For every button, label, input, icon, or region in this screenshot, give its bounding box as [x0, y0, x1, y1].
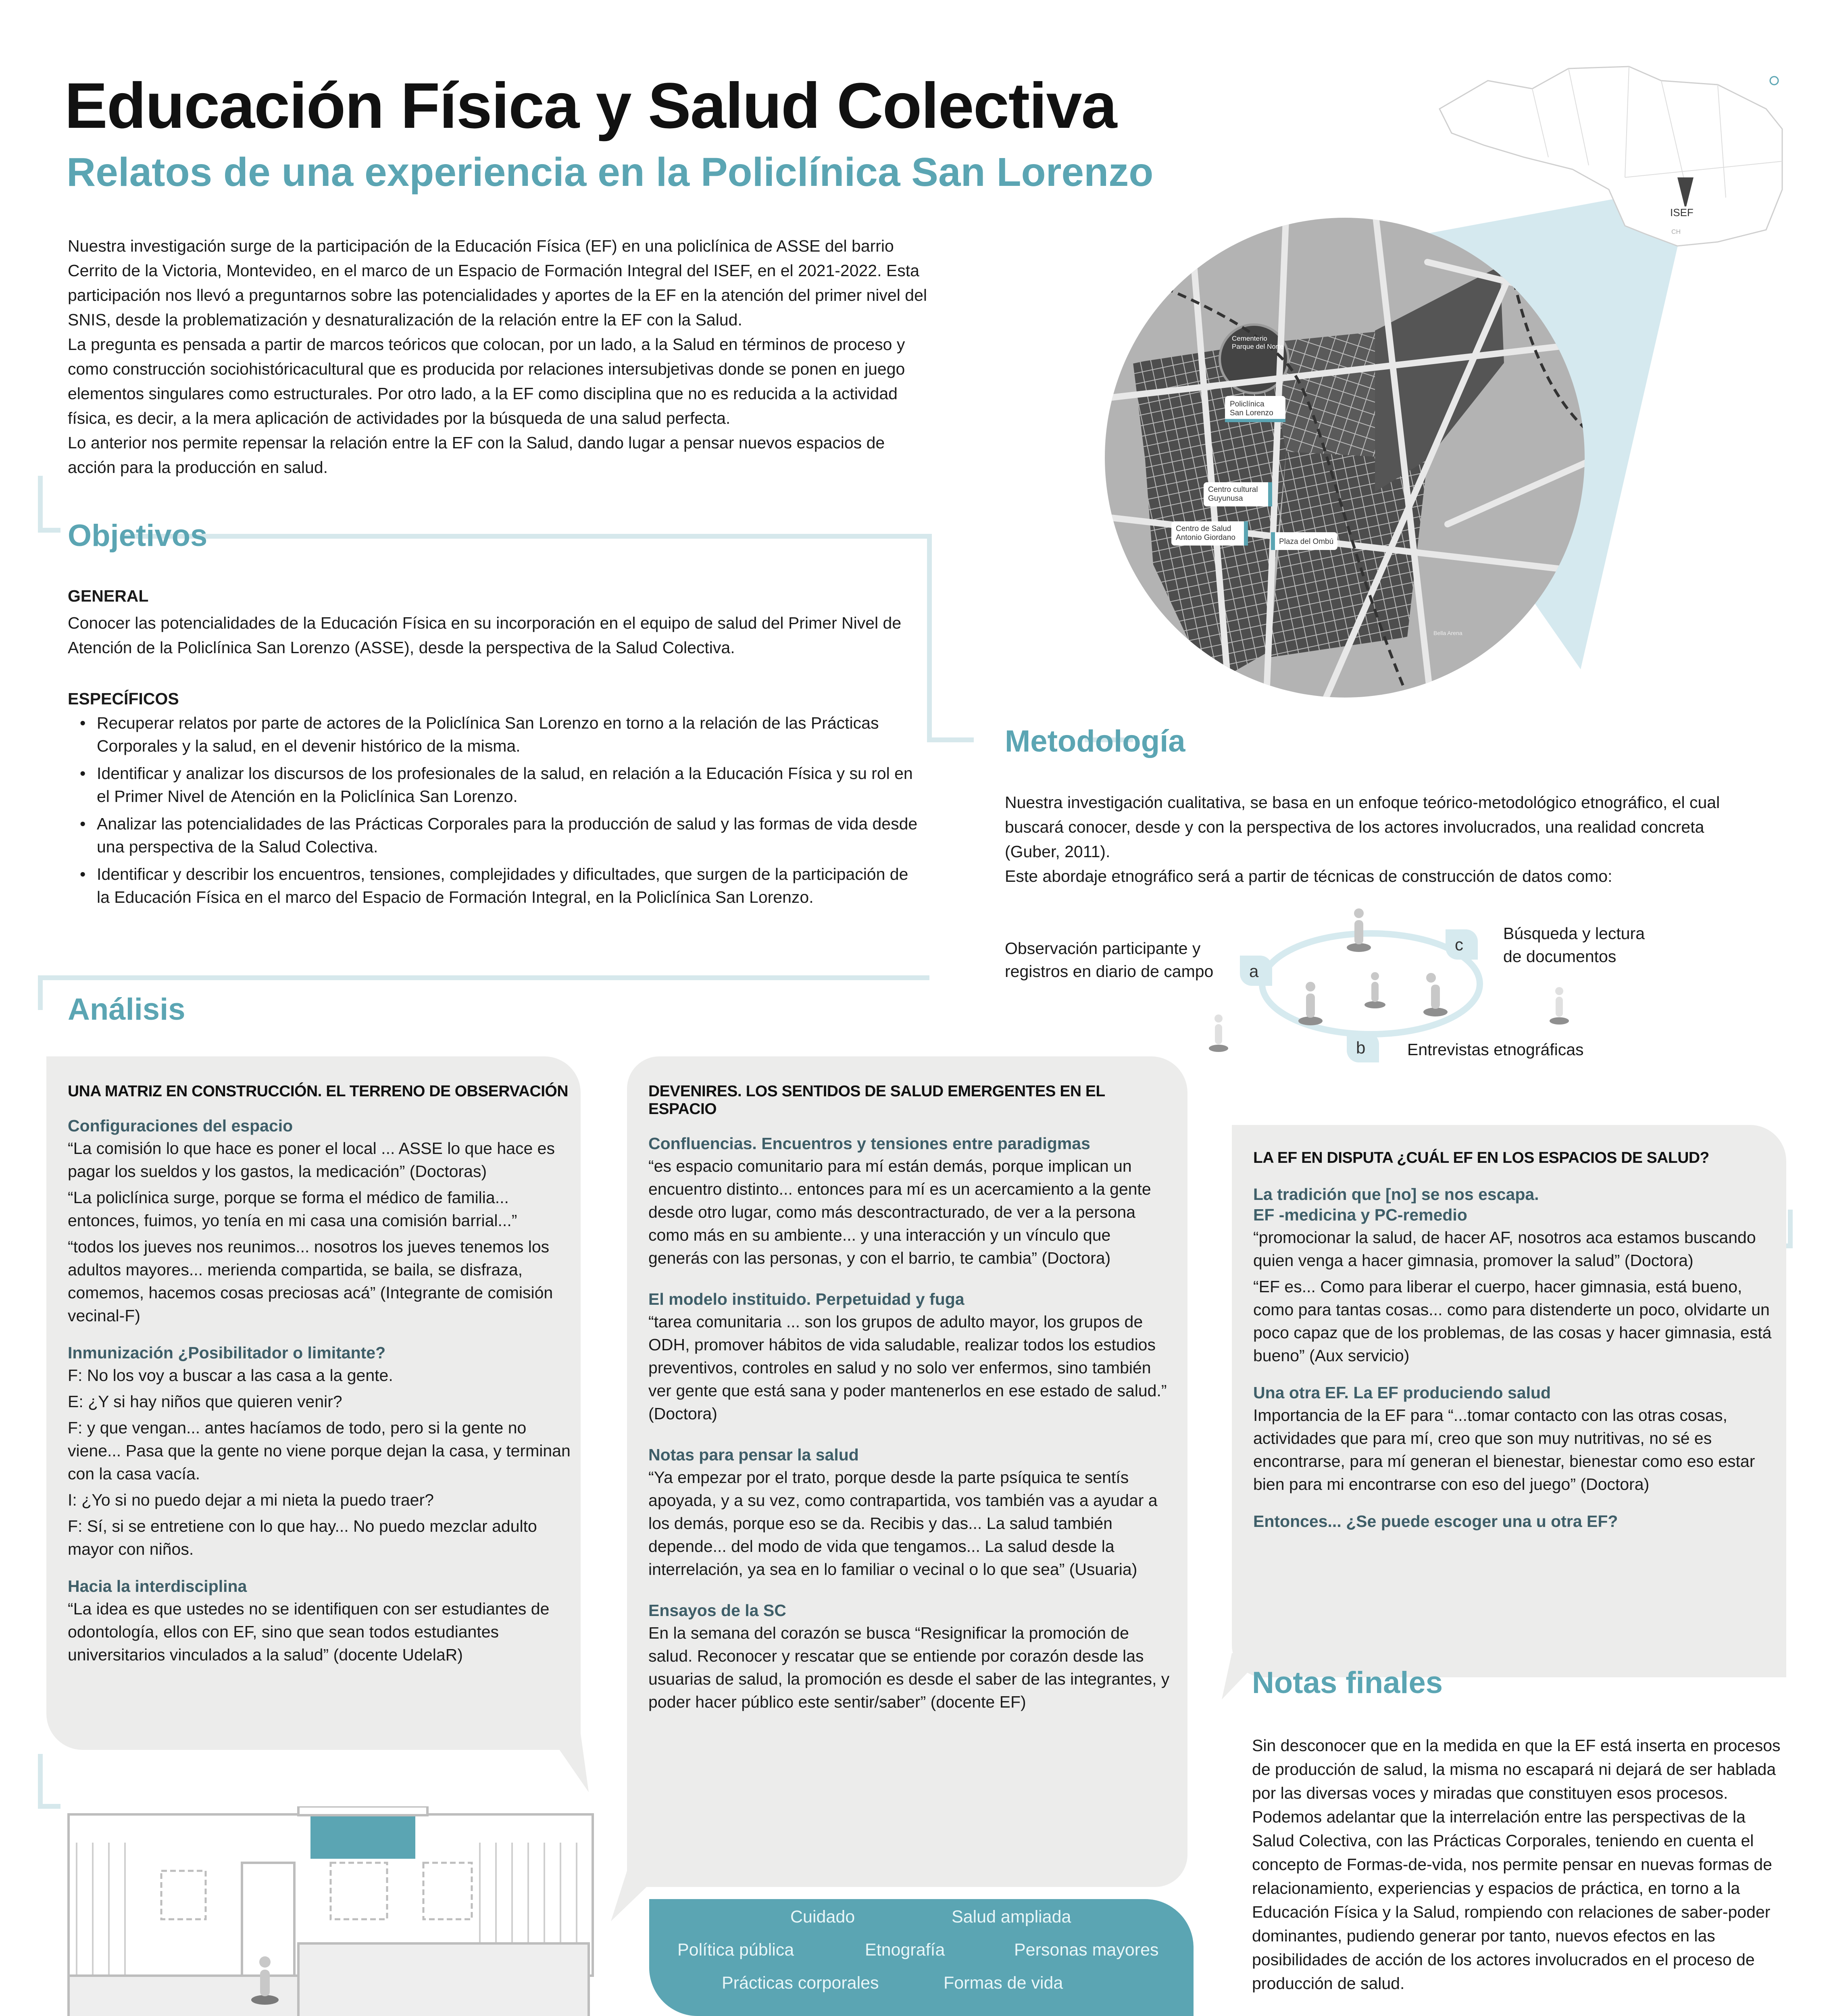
- analisis-title: Análisis: [68, 992, 185, 1027]
- panel-subheading: Una otra EF. La EF produciendo salud: [1253, 1383, 1551, 1402]
- map-marker-centro-salud: [1171, 521, 1248, 546]
- list-item: • Identificar y describir los encuentros, tensiones, complejidades y dificultades, que surgen de la participación de la Educación Física en el marco del Espacio de Formación Integral, en la Policlínica San Lorenzo.: [68, 863, 923, 909]
- svg-text:Centro de Salud: Centro de Salud: [1176, 525, 1231, 533]
- panel-heading: LA EF EN DISPUTA ¿CUÁL EF EN LOS ESPACIOS DE SALUD?: [1253, 1149, 1709, 1166]
- person-icon: [1298, 982, 1323, 1025]
- svg-text:Centro cultural: Centro cultural: [1208, 485, 1258, 494]
- intro-paragraph: Nuestra investigación surge de la participación de la Educación Física (EF) en una policlínica de ASSE del barrio Cerrito de la Victoria, Montevideo, en el marco de un Espacio de Formación Integral del ISEF, en el 2021-2022. Esta participación nos llevó a preguntarnos sobre las potencialidades y aportes de la EF en la atención del primer nivel del SNIS, desde la problematización y desnaturalización de la relación entre la EF con la Salud.: [68, 237, 927, 329]
- map-label-corner: Bella Arena: [1433, 630, 1462, 636]
- svg-text:Antonio Giordano: Antonio Giordano: [1176, 533, 1235, 542]
- panel-heading: UNA MATRIZ EN CONSTRUCCIÓN. EL TERRENO DE OBSERVACIÓN: [68, 1083, 569, 1100]
- technique-b-label: Entrevistas etnográficas: [1407, 1040, 1584, 1059]
- analysis-panel-1-content: [68, 1083, 572, 1670]
- person-icon: [1364, 972, 1385, 1008]
- metodologia-text: [1005, 790, 1759, 889]
- person-icon: [1550, 987, 1569, 1025]
- keyword-tag: Salud ampliada: [952, 1907, 1071, 1926]
- inset-label-isef: ISEF: [1670, 206, 1694, 219]
- svg-text:Policlínica: Policlínica: [1230, 400, 1264, 408]
- list-item: • Identificar y analizar los discursos de los profesionales de la salud, en relación a la Educación Física y su rol en el Primer Nivel de Atención en la Policlínica San Lorenzo.: [68, 762, 923, 808]
- quote: F: y que vengan... antes hacíamos de todo, pero si la gente no viene... Pasa que la gente no viene porque dejan la casa, y terminan con la casa vacía.: [68, 1418, 571, 1483]
- notas-finales-title: Notas finales: [1252, 1666, 1443, 1700]
- intro-paragraph: La pregunta es pensada a partir de marcos teóricos que colocan, por un lado, a la Salud en términos de proceso y como construcción sociohistóricacultural que es producida por relaciones intersubjetivas donde se ponen en juego elementos singulares como estructurales. Por otro lado, a la EF como disciplina que no es reducida a la actividad física, es decir, a la mera aplicación de actividades por la búsqueda de una salud perfecta.: [68, 335, 905, 427]
- map-marker-policlinica: [1225, 396, 1285, 422]
- panel-heading: DEVENIRES. LOS SENTIDOS DE SALUD EMERGENTES EN EL ESPACIO: [648, 1083, 1105, 1118]
- poster-subtitle: Relatos de una experiencia en la Policlínica San Lorenzo: [67, 150, 1154, 195]
- quote: “La policlínica surge, porque se forma el médico de familia... entonces, fuimos, yo tenía en mi casa una comisión barrial...”: [68, 1188, 517, 1230]
- metodologia-title: Metodología: [1005, 724, 1185, 758]
- svg-text:c: c: [1455, 935, 1463, 954]
- inset-map: [1435, 56, 1790, 250]
- map-label-cementerio: Cementerio: [1232, 335, 1267, 342]
- quote: “Ya empezar por el trato, porque desde la parte psíquica te sentís apoyada, y a su vez, como contrapartida, vos también vas a ayudar a los demás, porque eso se da. Recibis y das... La salud también depende... del modo de vida que tengamos... La salud desde la interrelación, ya sea en lo familiar o vecinal o lo que sea” (Usuaria): [648, 1468, 1158, 1579]
- analysis-panel-3-content: [1253, 1149, 1773, 1533]
- panel-subheading: Configuraciones del espacio: [68, 1116, 293, 1135]
- panel-subheading: Ensayos de la SC: [648, 1601, 786, 1620]
- quote: “todos los jueves nos reunimos... nosotros los jueves tenemos los adultos mayores... merienda compartida, se baila, se disfraza, comemos, hacemos cosas preciosas acá” (Integrante de comisión vecinal-F): [68, 1237, 553, 1325]
- quote: F: Sí, si se entretiene con lo que hay... No puedo mezclar adulto mayor con niños.: [68, 1517, 537, 1558]
- intro-text: [68, 234, 931, 480]
- neighborhood-map: [1097, 210, 1593, 706]
- panel-subheading: La tradición que [no] se nos escapa.: [1253, 1185, 1539, 1204]
- quote: Importancia de la EF para “...tomar contacto con las otras cosas, actividades que para mí, creo que son muy nutritivas, no sé es encontrarse, para mí generan el bienestar, bienestar como eso estar bien para mi encontrarse con eso del juego” (Doctora): [1253, 1406, 1755, 1493]
- quote: En la semana del corazón se busca “Resignificar la promoción de salud. Reconocer y rescatar que se entiende por corazón desde las usuarias de salud, la promoción es desde el saber de las integrantes, y poder hacer público este sentir/saber” (docente EF): [648, 1624, 1170, 1711]
- quote: F: No los voy a buscar a las casa a la gente.: [68, 1366, 393, 1385]
- technique-b-marker: [1347, 1032, 1379, 1062]
- list-item: • Analizar las potencialidades de las Prácticas Corporales para la producción de salud y las formas de vida desde una perspectiva de la Salud Colectiva.: [68, 812, 923, 858]
- keyword-tag: Cuidado: [790, 1907, 855, 1926]
- svg-text:Guyunusa: Guyunusa: [1208, 494, 1243, 503]
- technique-a-label: Observación participante y registros en diario de campo: [1005, 939, 1214, 981]
- technique-c-label: Búsqueda y lectura de documentos: [1503, 924, 1645, 966]
- panel-subheading: Notas para pensar la salud: [648, 1445, 859, 1464]
- objetivos-especificos-heading: ESPECÍFICOS: [68, 689, 179, 708]
- panel-subheading: Confluencias. Encuentros y tensiones entre paradigmas: [648, 1134, 1090, 1153]
- keyword-tag: Política pública: [677, 1940, 794, 1960]
- quote: E: ¿Y si hay niños que quieren venir?: [68, 1392, 342, 1411]
- quote: “tarea comunitaria ... son los grupos de adulto mayor, los grupos de ODH, promover hábitos de vida saludable, realizar todos los estudios preventivos, controles en salud y no solo ver enfermos, sino también ver gente que está sana y poder mantenerlos en ese estado de salud.” (Doctora): [648, 1312, 1167, 1423]
- keyword-tag: Prácticas corporales: [722, 1973, 879, 1993]
- keyword-cloud: [649, 1899, 1194, 2016]
- person-icon: [1347, 908, 1371, 952]
- svg-text:San Lorenzo: San Lorenzo: [1230, 409, 1273, 417]
- compass-icon: [1770, 77, 1778, 85]
- quote: “EF es... Como para liberar el cuerpo, hacer gimnasia, está bueno, como para tantas cosas... como para distenderte un poco, olvidarte un poco capaz que de los problemas, de las cosas y hacer gimnasia, está bueno” (Aux servicio): [1253, 1277, 1772, 1365]
- panel-1-tail: [548, 1734, 593, 1794]
- intro-paragraph: Lo anterior nos permite repensar la relación entre la EF con la Salud, dando lugar a pensar nuevos espacios de acción para la producción en salud.: [68, 433, 885, 477]
- panel-subheading: Inmunización ¿Posibilitador o limitante?: [68, 1343, 386, 1362]
- list-item: • Recuperar relatos por parte de actores de la Policlínica San Lorenzo en torno a la relación de las Prácticas Corporales y la salud, en el devenir histórico de la misma.: [68, 712, 923, 758]
- keyword-tag: Etnografía: [865, 1940, 945, 1960]
- keyword-tag: Formas de vida: [944, 1973, 1063, 1993]
- notas-finales-text: Sin desconocer que en la medida en que la EF está inserta en procesos de producción de salud, la misma no escapará ni dejará de ser hablada por las diversas voces y miradas que constituyen esos procesos. Podemos adelantar que la interrelación entre las perspectivas de la Salud Colectiva, con las Prácticas Corporales, teniendo en cuenta el concepto de Formas-de-vida, nos permite pensar en nuevas formas de relacionamiento, experiencias y espacios de práctica, en torno a la Educación Física y la Salud, rompiendo con relaciones de saber-poder dominantes, pudiendo generar por tanto, nuevos efectos en las posibilidades de acción de los actores involucrados en el proceso de producción de salud.: [1252, 1736, 1781, 1993]
- svg-text:a: a: [1249, 962, 1259, 981]
- panel-subheading: El modelo instituido. Perpetuidad y fuga: [648, 1290, 964, 1308]
- quote: “es espacio comunitario para mí están demás, porque implican un encuentro distinto... entonces para mí es un acercamiento a la gente desde otro lugar, como más descontracturado, de ver a la persona como más en su ambiente... y una interacción y un vínculo que generás con las personas, y con el barrio, te cambia” (Doctora): [648, 1157, 1151, 1267]
- panel-subheading: EF -medicina y PC-remedio: [1253, 1206, 1467, 1224]
- svg-text:b: b: [1356, 1038, 1366, 1057]
- map-marker-plaza: [1271, 532, 1337, 550]
- objetivo-general: Conocer las potencialidades de la Educación Física en su incorporación en el equipo de salud del Primer Nivel de Atención de la Policlínica San Lorenzo (ASSE), desde la perspectiva de la Salud Colectiva.: [68, 614, 902, 657]
- objetivos-especificos-list: [68, 712, 923, 913]
- quote: “La comisión lo que hace es poner el local ... ASSE lo que hace es pagar los sueldos y los gastos, la medicación” (Doctoras): [68, 1139, 555, 1181]
- panel-subheading: Hacia la interdisciplina: [68, 1577, 247, 1595]
- policlinica-building-illustration: [56, 1806, 621, 2016]
- map-label-cementerio: Parque del Norte: [1232, 343, 1284, 350]
- person-icon: [1209, 1014, 1228, 1052]
- quote: I: ¿Yo si no puedo dejar a mi nieta la puedo traer?: [68, 1491, 434, 1509]
- panel-subheading: Entonces... ¿Se puede escoger una u otra EF?: [1253, 1512, 1618, 1531]
- metodologia-paragraph: Nuestra investigación cualitativa, se basa en un enfoque teórico-metodológico etnográfico, el cual buscará conocer, desde y con la perspectiva de los actores involucrados, una realidad concreta (Guber, 2011).: [1005, 793, 1720, 861]
- keyword-tag: Personas mayores: [1014, 1940, 1159, 1960]
- person-icon: [1423, 973, 1448, 1016]
- technique-c-marker: [1446, 929, 1478, 960]
- map-marker-centro-cultural: [1204, 482, 1272, 506]
- svg-text:Plaza del Ombú: Plaza del Ombú: [1279, 537, 1334, 546]
- objetivos-title: Objetivos: [68, 519, 208, 553]
- inset-label-small: CH: [1671, 229, 1681, 235]
- analysis-panel-2-content: [648, 1083, 1173, 1717]
- quote: “promocionar la salud, de hacer AF, nosotros aca estamos buscando quien venga a hacer gimnasia, promover la salud” (Doctora): [1253, 1228, 1756, 1270]
- metodologia-paragraph: Este abordaje etnográfico será a partir de técnicas de construcción de datos como:: [1005, 867, 1612, 885]
- poster-title: Educación Física y Salud Colectiva: [65, 69, 1117, 142]
- quote: “La idea es que ustedes no se identifiquen con ser estudiantes de odontología, ellos con EF, sino que sean todos estudiantes universitarios vinculados a la salud” (docente UdelaR): [68, 1599, 550, 1664]
- objetivo-general-heading: GENERAL: [68, 587, 149, 605]
